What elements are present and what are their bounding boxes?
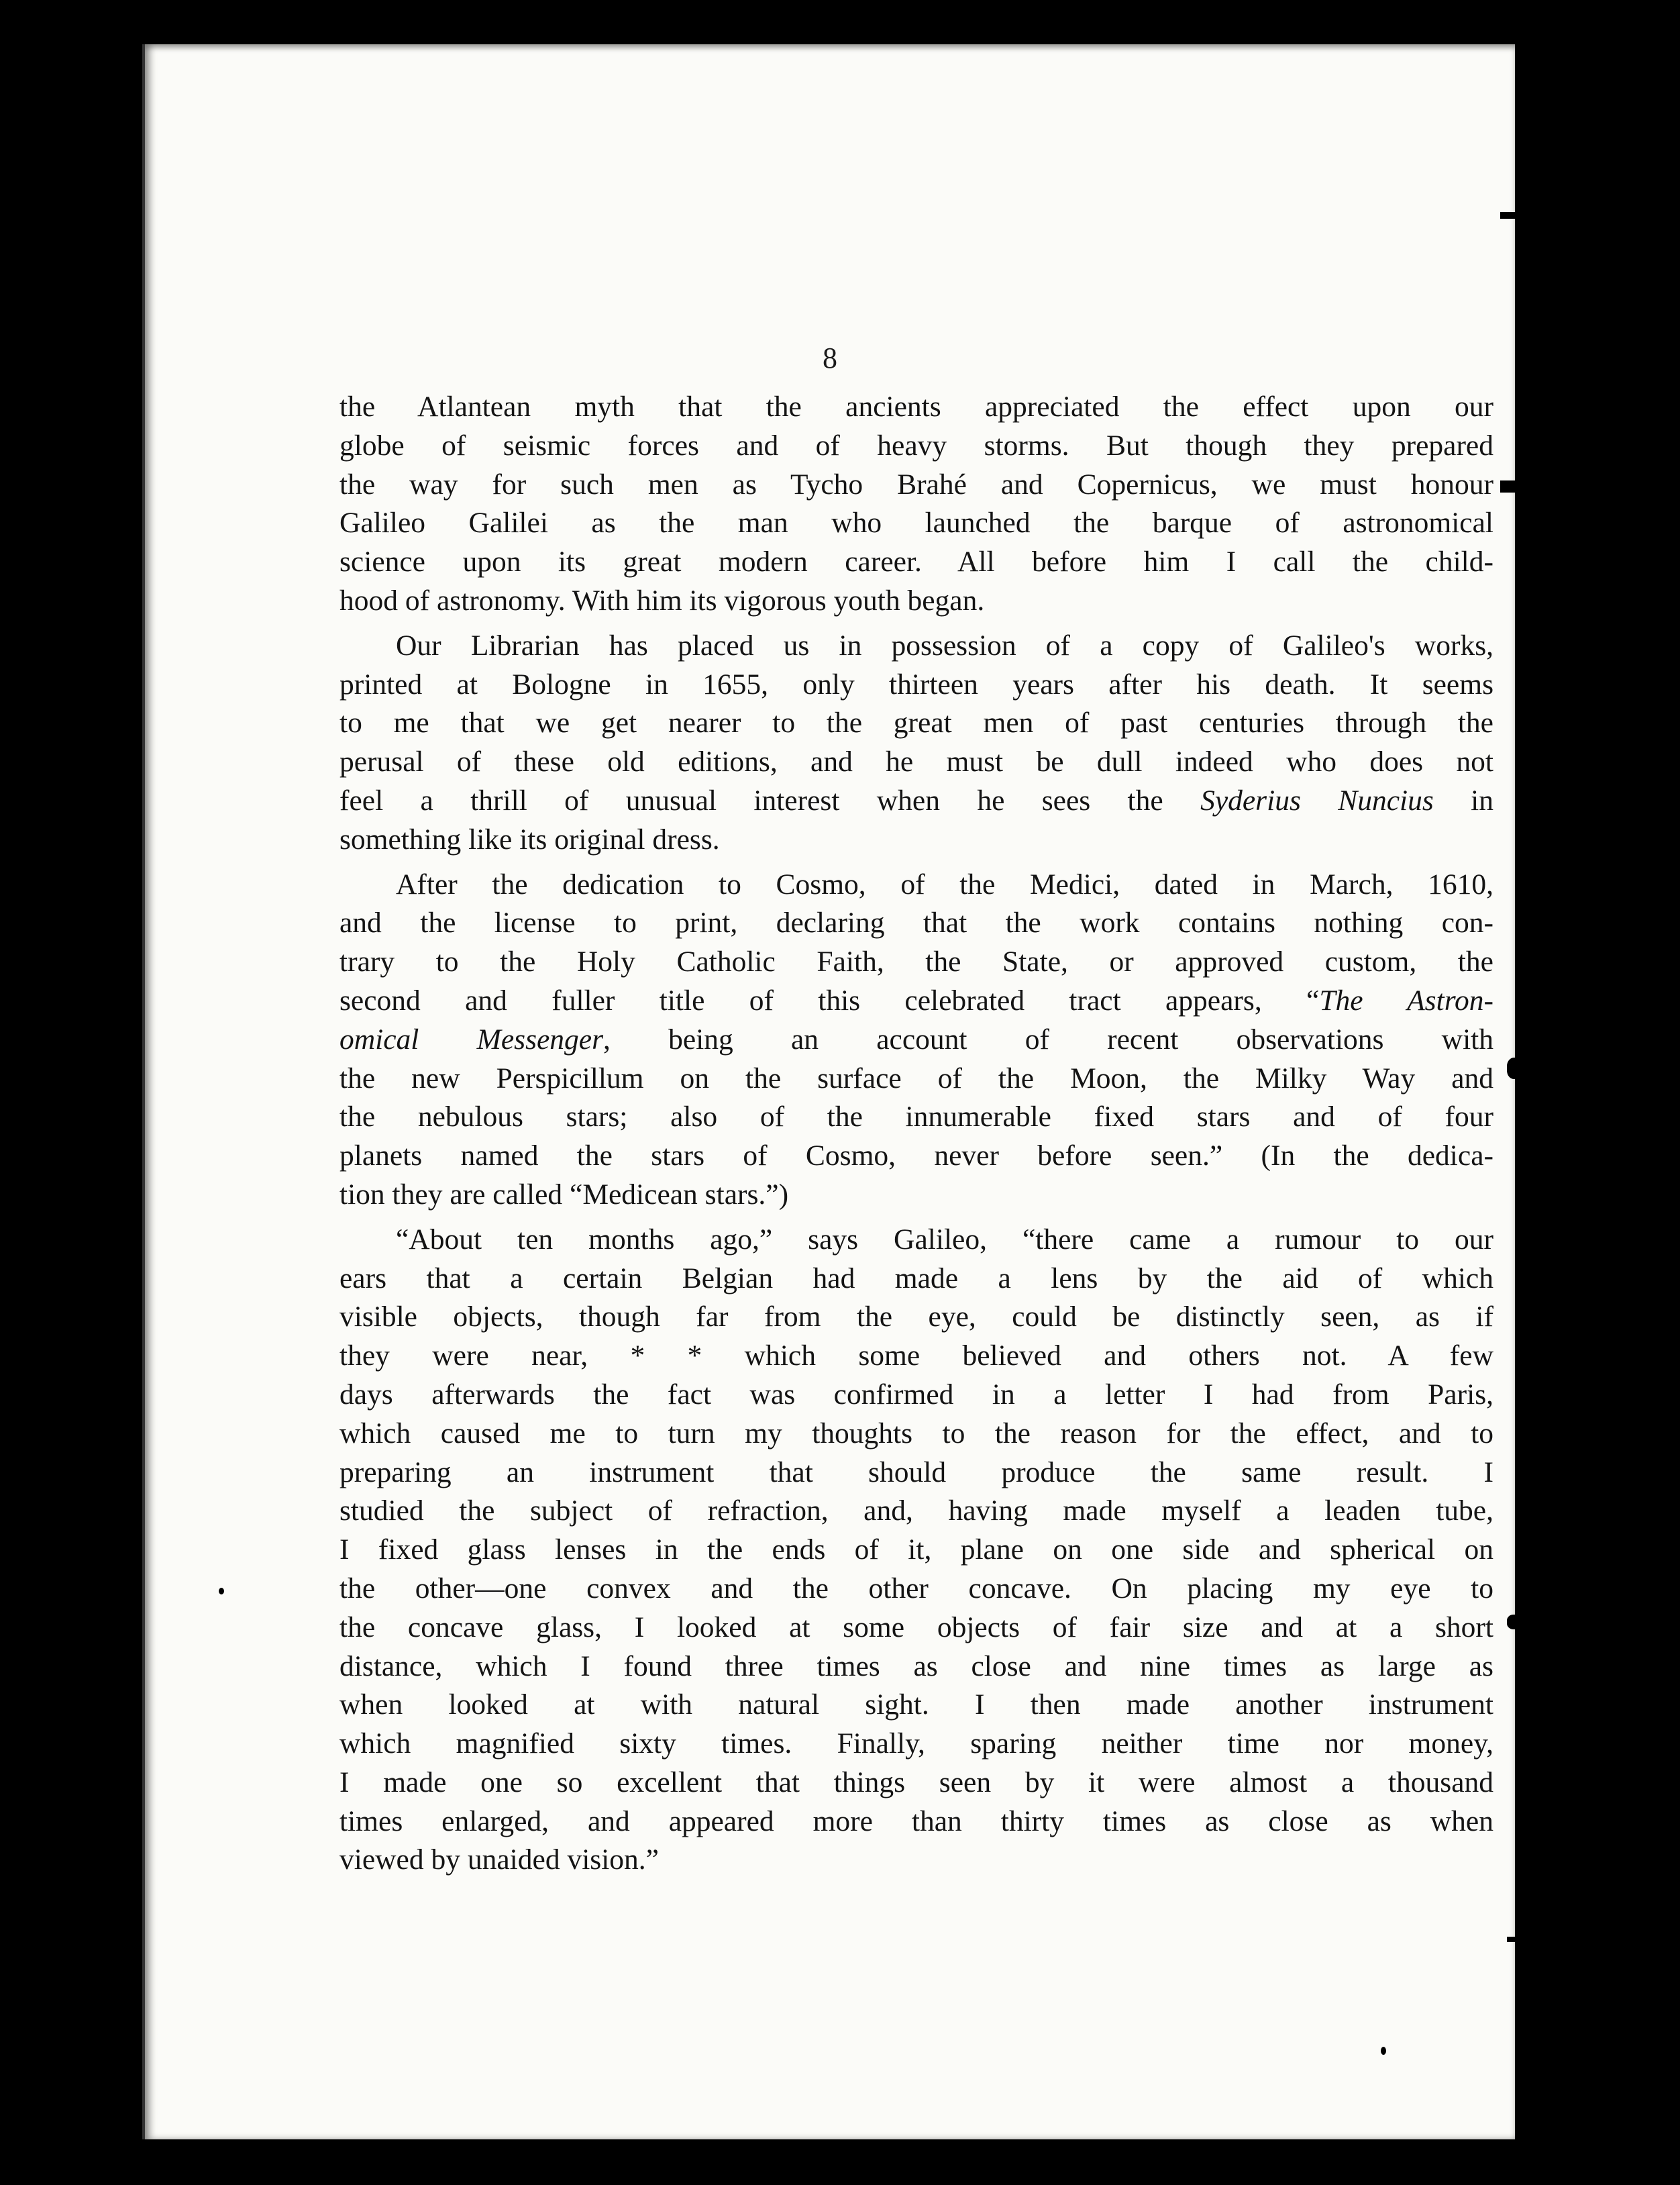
- text-line: After the dedication to Cosmo, of the Medici, dated in March, 1610,: [396, 868, 1493, 901]
- text-line: to me that we get nearer to the great men of past centuries through the: [339, 707, 1493, 740]
- page-number: 8: [823, 342, 837, 374]
- text-line: “About ten months ago,” says Galileo, “there came a rumour to our: [396, 1223, 1493, 1256]
- text-line: trary to the Holy Catholic Faith, the State, or approved custom, the: [339, 946, 1493, 978]
- scan-mark: [1500, 480, 1527, 493]
- text-line: preparing an instrument that should produce the same result. I: [339, 1456, 1493, 1488]
- scan-mark: [219, 1588, 224, 1594]
- text-line: I made one so excellent that things seen by it were almost a thousand: [339, 1766, 1493, 1798]
- text-line: days afterwards the fact was confirmed in a letter I had from Paris,: [339, 1378, 1493, 1411]
- text-line: tion they are called “Medicean stars.”): [339, 1178, 789, 1211]
- document-page: [142, 44, 1515, 2139]
- text-line: the way for such men as Tycho Brahé and Copernicus, we must honour: [339, 468, 1493, 501]
- text-line: distance, which I found three times as close and nine times as large as: [339, 1649, 1493, 1682]
- scan-mark: [1507, 1937, 1534, 1942]
- text-line: Galileo Galilei as the man who launched the barque of astronomical: [339, 507, 1493, 540]
- paragraph-3: [339, 866, 1493, 1215]
- text-line: times enlarged, and appeared more than thirty times as close as when: [339, 1805, 1493, 1837]
- text-line: printed at Bologne in 1655, only thirteen years after his death. It seems: [339, 668, 1493, 701]
- text-line: the new Perspicillum on the surface of the Moon, the Milky Way and: [339, 1062, 1493, 1095]
- paragraph-1: [339, 388, 1493, 621]
- text-line: something like its original dress.: [339, 823, 720, 856]
- body-text: [339, 388, 1493, 1886]
- scan-mark: [1507, 1058, 1524, 1079]
- text-line: studied the subject of refraction, and, having made myself a leaden tube,: [339, 1494, 1493, 1527]
- text-line: planets named the stars of Cosmo, never before seen.” (In the dedica-: [339, 1139, 1493, 1172]
- text-line: which caused me to turn my thoughts to the reason for the effect, and to: [339, 1417, 1493, 1450]
- text-line: feel a thrill of unusual interest when he sees the Syderius Nuncius in: [339, 784, 1493, 817]
- text-line: science upon its great modern career. All before him I call the child-: [339, 546, 1493, 578]
- text-line: Our Librarian has placed us in possession of a copy of Galileo's works,: [396, 629, 1493, 662]
- scan-mark: [1500, 212, 1526, 219]
- text-line: the concave glass, I looked at some objects of fair size and at a short: [339, 1611, 1493, 1643]
- text-line: which magnified sixty times. Finally, sparing neither time nor money,: [339, 1727, 1493, 1760]
- text-line: perusal of these old editions, and he must be dull indeed who does not: [339, 746, 1493, 778]
- text-line: second and fuller title of this celebrated tract appears, “The Astron-: [339, 984, 1493, 1017]
- text-line: hood of astronomy. With him its vigorous youth began.: [339, 584, 985, 617]
- text-line: I fixed glass lenses in the ends of it, plane on one side and spherical on: [339, 1533, 1493, 1566]
- text-line: they were near, * * which some believed and others not. A few: [339, 1339, 1493, 1372]
- text-line: ears that a certain Belgian had made a lens by the aid of which: [339, 1262, 1493, 1294]
- paragraph-2: [339, 627, 1493, 860]
- paragraph-4: [339, 1221, 1493, 1880]
- text-line: omical Messenger, being an account of recent observations with: [339, 1023, 1493, 1056]
- text-line: the other—one convex and the other concave. On placing my eye to: [339, 1572, 1493, 1605]
- scan-mark: [1507, 1615, 1523, 1629]
- text-line: viewed by unaided vision.”: [339, 1843, 659, 1876]
- text-line: the nebulous stars; also of the innumerable fixed stars and of four: [339, 1101, 1493, 1133]
- text-line: when looked at with natural sight. I then made another instrument: [339, 1688, 1493, 1721]
- scan-mark: [1381, 2047, 1386, 2055]
- text-line: visible objects, though far from the eye, could be distinctly seen, as if: [339, 1301, 1493, 1333]
- text-line: and the license to print, declaring that the work contains nothing con-: [339, 907, 1493, 939]
- text-line: the Atlantean myth that the ancients appreciated the effect upon our: [339, 391, 1493, 423]
- text-line: globe of seismic forces and of heavy storms. But though they prepared: [339, 429, 1493, 462]
